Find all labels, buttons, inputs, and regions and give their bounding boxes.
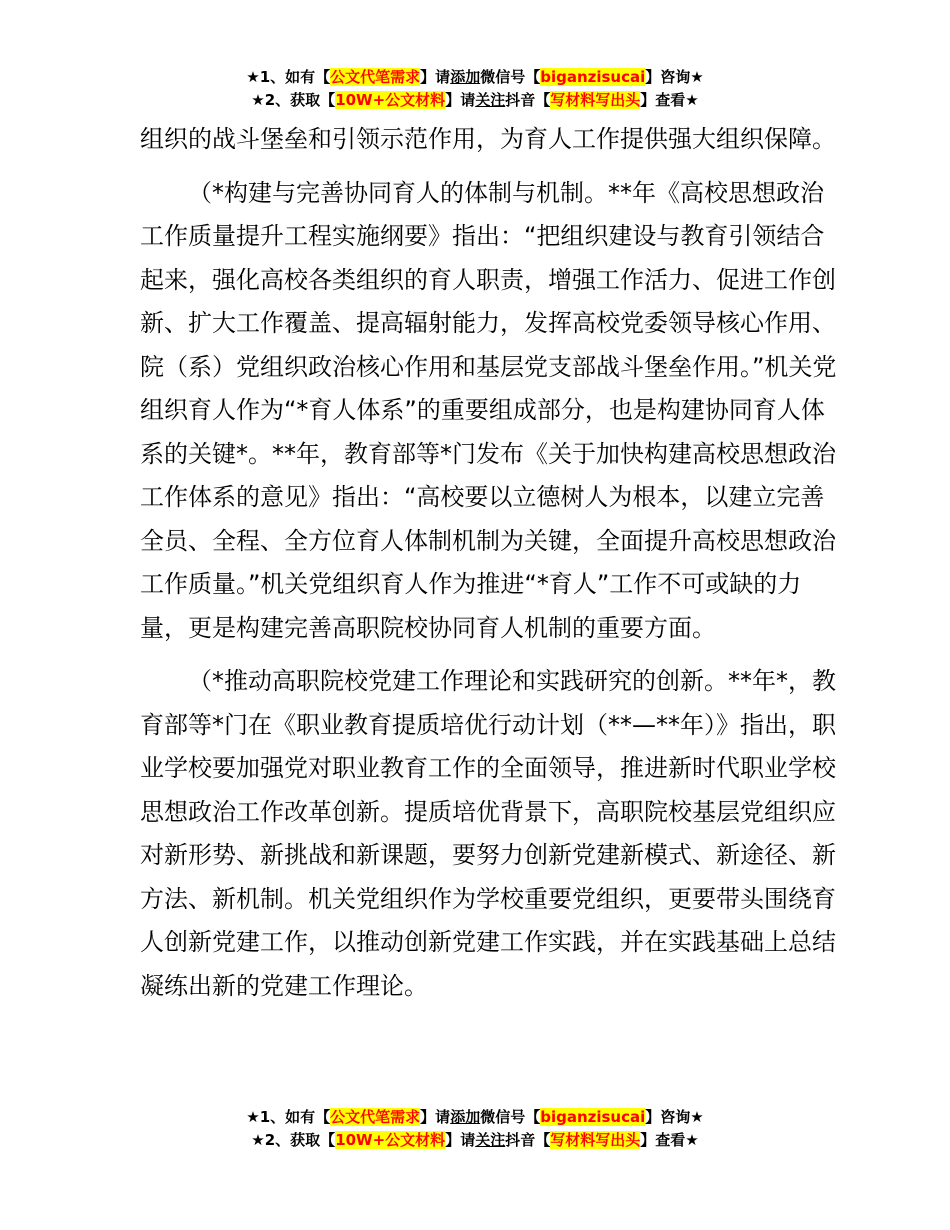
banner-line-1: ★1、如有【公文代笔需求】请添加微信号【biganzisucai】咨询★: [246, 1108, 704, 1126]
paragraph: 组织的战斗堡垒和引领示范作用，为育人工作提供强大组织保障。: [140, 125, 836, 153]
highlight-materials: 10W+公文材料: [335, 91, 446, 109]
paragraph: （*构建与完善协同育人的体制与机制。**年《高校思想政治工作质量提升工程实施纲要》指出：“把组织建设与教育引领结合起来，强化高校各类组织的育人职责，增强工作活力、促进工作创新、扩大工作覆盖、提高辐射能力，发挥高校党委领导核心作用、院（系）党组织政治核心作用和基层党支部战斗堡垒作用。”机关党组织育人作为“*育人体系”的重要组成部分，也是构建协同育人体系的关键*。**年，教育部等*门发布《关于加快构建高校思想政治工作体系的意见》指出：“高校要以立德树人为根本，以建立完善全员、全程、全方位育人体制机制为关键，全面提升高校思想政治工作质量。”机关党组织育人作为推进“*育人”工作不可或缺的力量，更是构建完善高职院校协同育人机制的重要方面。: [140, 178, 837, 642]
header-banner: [0, 66, 950, 112]
highlight-wechat-id: biganzisucai: [540, 68, 646, 86]
banner-line-2: ★2、获取【10W+公文材料】请关注抖音【写材料写出头】查看★: [251, 91, 699, 109]
highlight-douyin: 写材料写出头: [550, 1131, 641, 1149]
banner-line-2: ★2、获取【10W+公文材料】请关注抖音【写材料写出头】查看★: [251, 1131, 699, 1149]
document-body: [140, 118, 840, 1008]
highlight-service: 公文代笔需求: [330, 68, 421, 86]
footer-banner: [0, 1106, 950, 1152]
highlight-materials: 10W+公文材料: [335, 1131, 446, 1149]
highlight-wechat-id: biganzisucai: [540, 1108, 646, 1126]
highlight-douyin: 写材料写出头: [550, 91, 641, 109]
banner-line-1: ★1、如有【公文代笔需求】请添加微信号【biganzisucai】咨询★: [246, 68, 704, 86]
highlight-service: 公文代笔需求: [330, 1108, 421, 1126]
paragraph: （*推动高职院校党建工作理论和实践研究的创新。**年*，教育部等*门在《职业教育提质培优行动计划（**—**年）》指出，职业学校要加强党对职业教育工作的全面领导，推进新时代职业学校思想政治工作改革创新。提质培优背景下，高职院校基层党组织应对新形势、新挑战和新课题，要努力创新党建新模式、新途径、新方法、新机制。机关党组织作为学校重要党组织，更要带头围绕育人创新党建工作，以推动创新党建工作实践，并在实践基础上总结凝练出新的党建工作理论。: [140, 667, 836, 1000]
